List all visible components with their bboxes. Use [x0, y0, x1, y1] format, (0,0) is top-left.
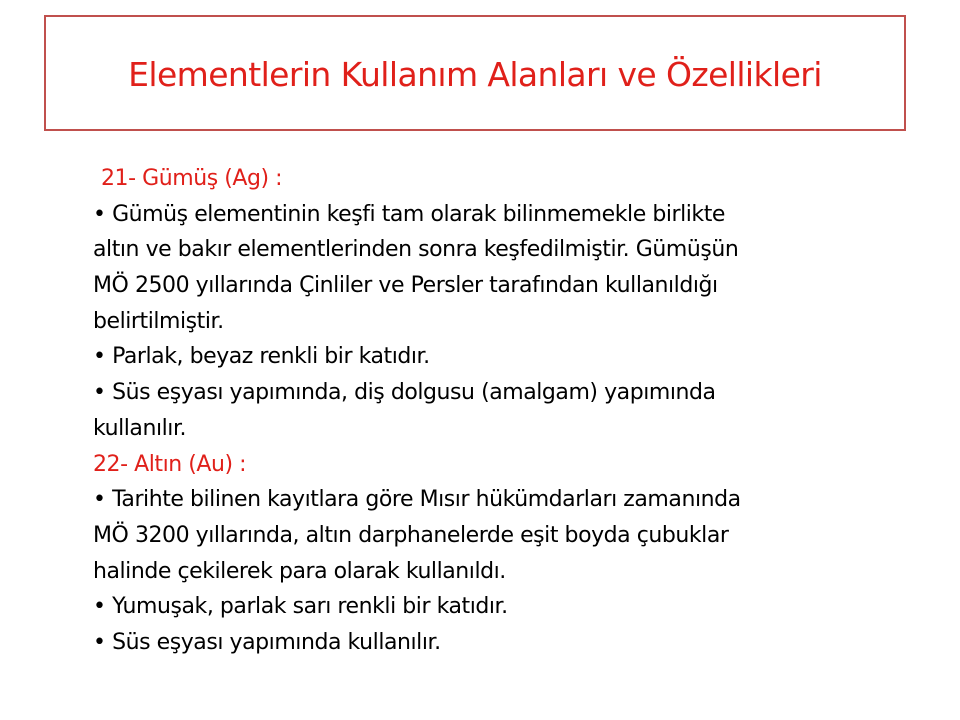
- body-line: MÖ 2500 yıllarında Çinliler ve Persler tarafından kullanıldığı: [93, 273, 718, 299]
- body-line: • Gümüş elementinin keşfi tam olarak bilinmemekle birlikte: [93, 201, 725, 227]
- body-line: • Tarihte bilinen kayıtlara göre Mısır hükümdarları zamanında: [93, 487, 741, 513]
- title-box: [44, 15, 906, 131]
- body-line: • Süs eşyası yapımında, diş dolgusu (amalgam) yapımında: [93, 380, 716, 406]
- heading-gold: 22- Altın (Au) :: [93, 451, 247, 477]
- body-line: • Parlak, beyaz renkli bir katıdır.: [93, 344, 430, 370]
- body-line: • Yumuşak, parlak sarı renkli bir katıdır.: [93, 594, 508, 620]
- slide-content: [93, 161, 913, 661]
- body-line: altın ve bakır elementlerinden sonra keşfedilmiştir. Gümüşün: [93, 237, 739, 263]
- slide-title: Elementlerin Kullanım Alanları ve Özellikleri: [128, 54, 822, 94]
- body-line: MÖ 3200 yıllarında, altın darphanelerde eşit boyda çubuklar: [93, 522, 729, 548]
- body-line: • Süs eşyası yapımında kullanılır.: [93, 629, 441, 655]
- heading-silver: 21- Gümüş (Ag) :: [101, 166, 283, 191]
- body-line: halinde çekilerek para olarak kullanıldı.: [93, 558, 506, 584]
- body-line: kullanılır.: [93, 415, 187, 441]
- body-line: belirtilmiştir.: [93, 308, 224, 334]
